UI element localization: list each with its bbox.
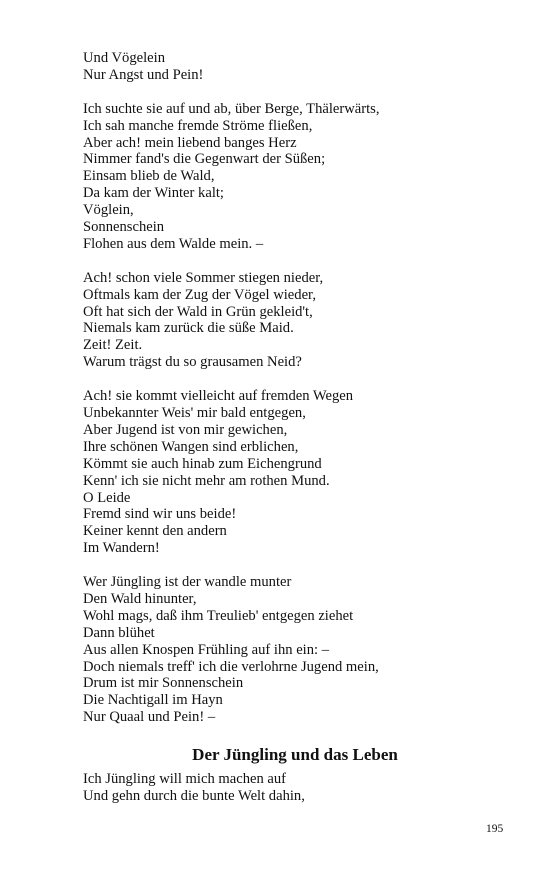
verse-line: Unbekannter Weis' mir bald entgegen, — [83, 404, 306, 421]
verse-line: Nur Quaal und Pein! – — [83, 709, 216, 726]
verse-line: Ach! schon viele Sommer stiegen nieder, — [83, 269, 324, 286]
verse-line: Einsam blieb de Wald, — [83, 168, 215, 185]
poem-title: Der Jüngling und das Leben — [192, 745, 398, 764]
verse-line: Zeit! Zeit. — [83, 337, 143, 354]
verse-line: Und Vögelein — [83, 50, 166, 66]
page-number: 195 — [486, 823, 504, 835]
verse-line: Da kam der Winter kalt; — [83, 185, 224, 202]
verse-line: Aber Jugend ist von mir gewichen, — [83, 421, 288, 438]
verse-line: Aus allen Knospen Frühling auf ihn ein: – — [83, 641, 330, 658]
verse-line: Vöglein, — [83, 202, 134, 219]
verse-line: O Leide — [83, 489, 131, 506]
verse-line: Sonnenschein — [83, 219, 165, 236]
verse-line: Keiner kennt den andern — [83, 523, 227, 540]
verse-line: Nimmer fand's die Gegenwart der Süßen; — [83, 151, 326, 168]
verse-line: Den Wald hinunter, — [83, 590, 197, 607]
verse-line: Ich suchte sie auf und ab, über Berge, Thälerwärts, — [83, 100, 380, 117]
verse-line: Wohl mags, daß ihm Treulieb' entgegen ziehet — [83, 607, 354, 624]
verse-line: Warum trägst du so grausamen Neid? — [83, 354, 302, 371]
verse-line: Im Wandern! — [83, 540, 160, 557]
verse-line: Und gehn durch die bunte Welt dahin, — [83, 787, 305, 804]
verse-line: Ich Jüngling will mich machen auf — [83, 771, 287, 787]
next-poem-text — [83, 771, 503, 805]
verse-line: Dann blühet — [83, 624, 155, 641]
verse-line: Aber ach! mein liebend banges Herz — [83, 134, 297, 151]
poem-text — [83, 50, 503, 743]
verse-line: Wer Jüngling ist der wandle munter — [83, 574, 292, 591]
verse-line: Oftmals kam der Zug der Vögel wieder, — [83, 286, 316, 303]
verse-line: Kenn' ich sie nicht mehr am rothen Mund. — [83, 472, 330, 489]
stanza — [83, 574, 503, 726]
verse-line: Die Nachtigall im Hayn — [83, 692, 223, 709]
verse-line: Ich sah manche fremde Ströme fließen, — [83, 117, 313, 134]
verse-line: Kömmt sie auch hinab zum Eichengrund — [83, 455, 322, 472]
verse-line: Doch niemals treff' ich die verlohrne Jugend mein, — [83, 658, 379, 675]
verse-line: Niemals kam zurück die süße Maid. — [83, 320, 294, 337]
stanza — [83, 101, 503, 253]
stanza — [83, 50, 503, 84]
verse-line: Fremd sind wir uns beide! — [83, 506, 237, 523]
verse-line: Ach! sie kommt vielleicht auf fremden Wegen — [83, 388, 354, 405]
stanza — [83, 388, 503, 557]
verse-line: Flohen aus dem Walde mein. – — [83, 235, 264, 252]
stanza — [83, 270, 503, 371]
verse-line: Drum ist mir Sonnenschein — [83, 675, 244, 692]
verse-line: Ihre schönen Wangen sind erblichen, — [83, 438, 299, 455]
verse-line: Nur Angst und Pein! — [83, 66, 204, 83]
verse-line: Oft hat sich der Wald in Grün gekleid't, — [83, 303, 313, 320]
